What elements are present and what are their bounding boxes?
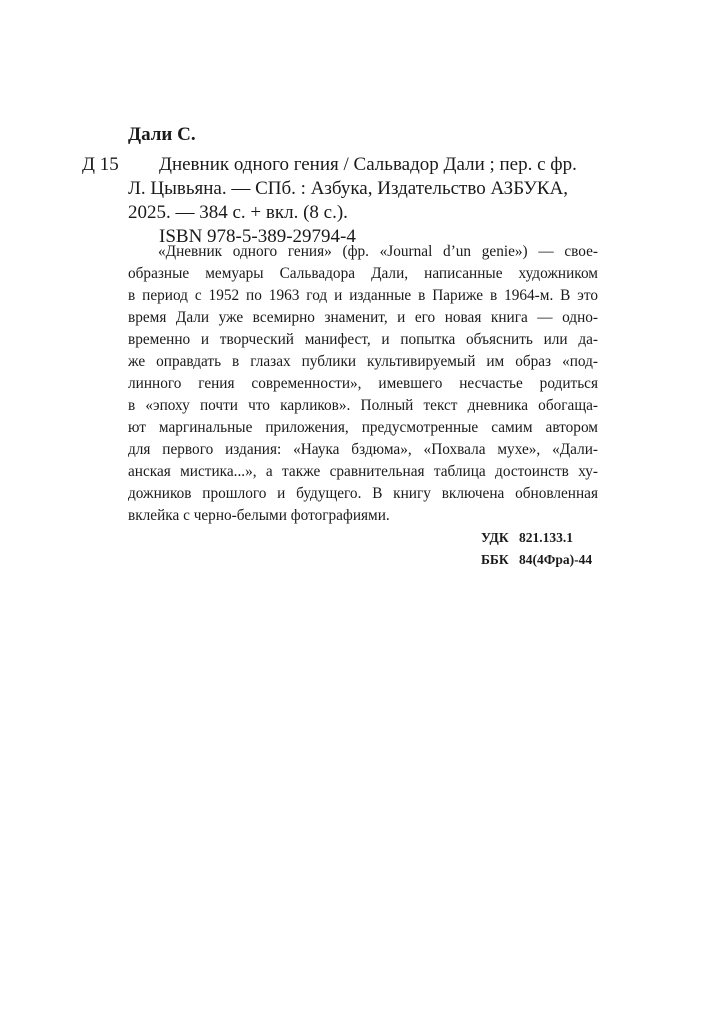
bibliographic-line-3: 2025. — 384 с. + вкл. (8 с.). xyxy=(128,202,348,223)
bibliographic-line-2: Л. Цывьяна. — СПб. : Азбука, Издательство АЗБУКА, xyxy=(128,178,569,199)
bibliographic-line-1: Дневник одного гения / Сальвадор Дали ; пер. с фр. xyxy=(159,154,577,175)
bbk-value: 84(4Фра)-44 xyxy=(519,552,593,567)
annotation-line: в период с 1952 по 1963 год и изданные в Париже в 1964-м. В это xyxy=(128,287,598,304)
annotation-line: «Дневник одного гения» (фр. «Journal d’un genie») — свое- xyxy=(158,243,598,260)
annotation-line: ют маргинальные приложения, предусмотренные самим автором xyxy=(128,419,598,436)
bbk-label: ББК xyxy=(481,552,509,567)
isbn: ISBN 978-5-389-29794-4 xyxy=(159,226,356,247)
udk-label: УДК xyxy=(481,530,509,545)
annotation-line: временно и творческий манифест, и попытка объяснить или да- xyxy=(128,331,598,348)
annotation-line: образные мемуары Сальвадора Дали, написанные художником xyxy=(128,265,598,282)
bbk-index xyxy=(481,552,592,568)
annotation-line: в «эпоху почти что карликов». Полный текст дневника обогаща- xyxy=(128,397,598,414)
author-mark: Д 15 xyxy=(82,154,119,175)
annotation-line: вклейка с черно-белыми фотографиями. xyxy=(128,507,390,524)
annotation-line: же оправдать в глазах публики культивируемый им образ «под- xyxy=(128,353,598,370)
annotation-line: линного гения современности», имевшего несчастье родиться xyxy=(128,375,598,392)
udk-index xyxy=(481,530,573,546)
annotation-line: анская мистика...», а также сравнительная таблица достоинств ху- xyxy=(128,463,598,480)
author-heading: Дали С. xyxy=(128,124,196,145)
udk-value: 821.133.1 xyxy=(519,530,573,545)
annotation-line: для первого издания: «Наука бздюма», «Похвала мухе», «Дали- xyxy=(128,441,598,458)
annotation-line: дожников прошлого и будущего. В книгу включена обновленная xyxy=(128,485,598,502)
annotation-line: время Дали уже всемирно знаменит, и его новая книга — одно- xyxy=(128,309,598,326)
